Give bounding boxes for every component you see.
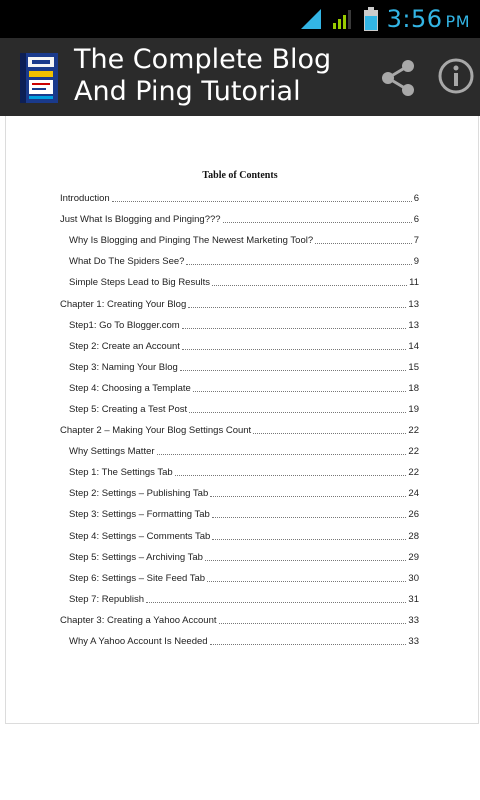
- toc-entry-label: Step 3: Settings – Formatting Tab: [69, 509, 210, 521]
- status-bar: [0, 0, 480, 38]
- status-icons: [299, 0, 470, 38]
- toc-entry-label: Why Is Blogging and Pinging The Newest Marketing Tool?: [69, 235, 314, 247]
- clock-ampm: PM: [445, 12, 470, 31]
- info-icon[interactable]: [436, 56, 476, 96]
- toc-leader-dots: [175, 475, 407, 476]
- toc-entry-label: Step 5: Settings – Archiving Tab: [69, 551, 203, 563]
- toc-list: [60, 188, 419, 652]
- toc-entry[interactable]: [60, 315, 419, 336]
- toc-entry-page: 6: [413, 214, 419, 226]
- toc-entry[interactable]: [60, 293, 419, 314]
- wifi-icon: [299, 7, 323, 31]
- toc-entry[interactable]: [60, 251, 419, 272]
- toc-entry-label: Step1: Go To Blogger.com: [69, 319, 180, 331]
- toc-entry-page: 22: [408, 446, 419, 458]
- toc-leader-dots: [315, 243, 412, 244]
- toc-leader-dots: [188, 307, 406, 308]
- toc-entry[interactable]: [60, 631, 419, 652]
- toc-leader-dots: [219, 623, 407, 624]
- toc-entry[interactable]: [60, 272, 419, 293]
- toc-entry-label: What Do The Spiders See?: [69, 256, 185, 268]
- toc-entry-page: 15: [408, 361, 419, 373]
- toc-entry-page: 22: [408, 425, 419, 437]
- share-icon[interactable]: [376, 56, 420, 100]
- toc-entry-page: 11: [409, 277, 419, 289]
- toc-heading: Table of Contents: [202, 170, 278, 181]
- toc-entry-page: 22: [408, 467, 419, 479]
- toc-entry-page: 33: [408, 636, 419, 648]
- book-cover-icon[interactable]: [20, 53, 58, 103]
- toc-entry[interactable]: [60, 547, 419, 568]
- toc-entry-page: 33: [408, 614, 419, 626]
- battery-icon: [363, 6, 379, 32]
- clock-time: 3:56: [386, 5, 443, 33]
- toc-entry[interactable]: [60, 610, 419, 631]
- toc-entry-label: Step 2: Create an Account: [69, 340, 180, 352]
- toc-entry-page: 9: [413, 256, 419, 268]
- toc-leader-dots: [112, 201, 412, 202]
- toc-entry-label: Simple Steps Lead to Big Results: [69, 277, 210, 289]
- toc-leader-dots: [212, 539, 406, 540]
- toc-entry-page: 18: [408, 382, 419, 394]
- toc-entry-page: 26: [408, 509, 419, 521]
- toc-entry[interactable]: [60, 504, 419, 525]
- toc-entry-label: Step 2: Settings – Publishing Tab: [69, 488, 209, 500]
- toc-leader-dots: [207, 581, 406, 582]
- toc-entry-page: 30: [408, 572, 419, 584]
- toc-entry-page: 7: [413, 235, 419, 247]
- toc-entry-page: 28: [408, 530, 419, 542]
- app-title: The Complete Blog And Ping Tutorial: [74, 44, 332, 107]
- toc-entry-label: Step 6: Settings – Site Feed Tab: [69, 572, 206, 584]
- toc-entry[interactable]: [60, 420, 419, 441]
- toc-entry[interactable]: [60, 399, 419, 420]
- toc-entry-page: 13: [408, 298, 419, 310]
- toc-entry[interactable]: [60, 441, 419, 462]
- toc-entry[interactable]: [60, 526, 419, 547]
- toc-entry-label: Step 4: Choosing a Template: [69, 382, 191, 394]
- toc-entry-page: 24: [408, 488, 419, 500]
- toc-leader-dots: [180, 370, 407, 371]
- toc-entry-page: 6: [413, 193, 419, 205]
- toc-leader-dots: [210, 644, 407, 645]
- clock: [387, 5, 470, 33]
- toc-entry-label: Just What Is Blogging and Pinging???: [60, 214, 221, 226]
- toc-entry[interactable]: [60, 462, 419, 483]
- toc-entry[interactable]: [60, 378, 419, 399]
- toc-entry-label: Introduction: [60, 193, 110, 205]
- toc-entry[interactable]: [60, 188, 419, 209]
- toc-entry[interactable]: [60, 336, 419, 357]
- signal-icon: [331, 7, 355, 31]
- toc-leader-dots: [157, 454, 407, 455]
- toc-entry-label: Step 1: The Settings Tab: [69, 467, 173, 479]
- toc-entry-label: Why A Yahoo Account Is Needed: [69, 636, 208, 648]
- toc-entry-label: Step 7: Republish: [69, 593, 144, 605]
- toc-leader-dots: [210, 496, 406, 497]
- toc-entry-page: 31: [408, 593, 419, 605]
- action-bar: [0, 38, 480, 116]
- toc-entry[interactable]: [60, 209, 419, 230]
- toc-entry-page: 13: [408, 319, 419, 331]
- toc-entry[interactable]: [60, 568, 419, 589]
- toc-leader-dots: [182, 349, 407, 350]
- toc-leader-dots: [193, 391, 407, 392]
- toc-leader-dots: [146, 602, 406, 603]
- toc-entry-page: 29: [408, 551, 419, 563]
- toc-leader-dots: [205, 560, 406, 561]
- toc-entry-page: 19: [408, 403, 419, 415]
- toc-entry[interactable]: [60, 589, 419, 610]
- toc-leader-dots: [212, 285, 407, 286]
- toc-leader-dots: [182, 328, 407, 329]
- toc-entry-label: Chapter 1: Creating Your Blog: [60, 298, 187, 310]
- toc-entry-page: 14: [408, 340, 419, 352]
- toc-entry-label: Chapter 2 – Making Your Blog Settings Count: [60, 425, 252, 437]
- toc-entry-label: Step 5: Creating a Test Post: [69, 403, 188, 415]
- toc-leader-dots: [189, 412, 406, 413]
- toc-leader-dots: [223, 222, 412, 223]
- toc-entry-label: Step 3: Naming Your Blog: [69, 361, 178, 373]
- toc-leader-dots: [253, 433, 406, 434]
- toc-entry-label: Chapter 3: Creating a Yahoo Account: [60, 614, 217, 626]
- toc-entry[interactable]: [60, 483, 419, 504]
- toc-entry[interactable]: [60, 230, 419, 251]
- toc-entry-label: Step 4: Settings – Comments Tab: [69, 530, 211, 542]
- toc-leader-dots: [212, 517, 407, 518]
- document-viewer[interactable]: [0, 116, 480, 800]
- toc-entry[interactable]: [60, 357, 419, 378]
- toc-leader-dots: [186, 264, 411, 265]
- toc-entry-label: Why Settings Matter: [69, 446, 155, 458]
